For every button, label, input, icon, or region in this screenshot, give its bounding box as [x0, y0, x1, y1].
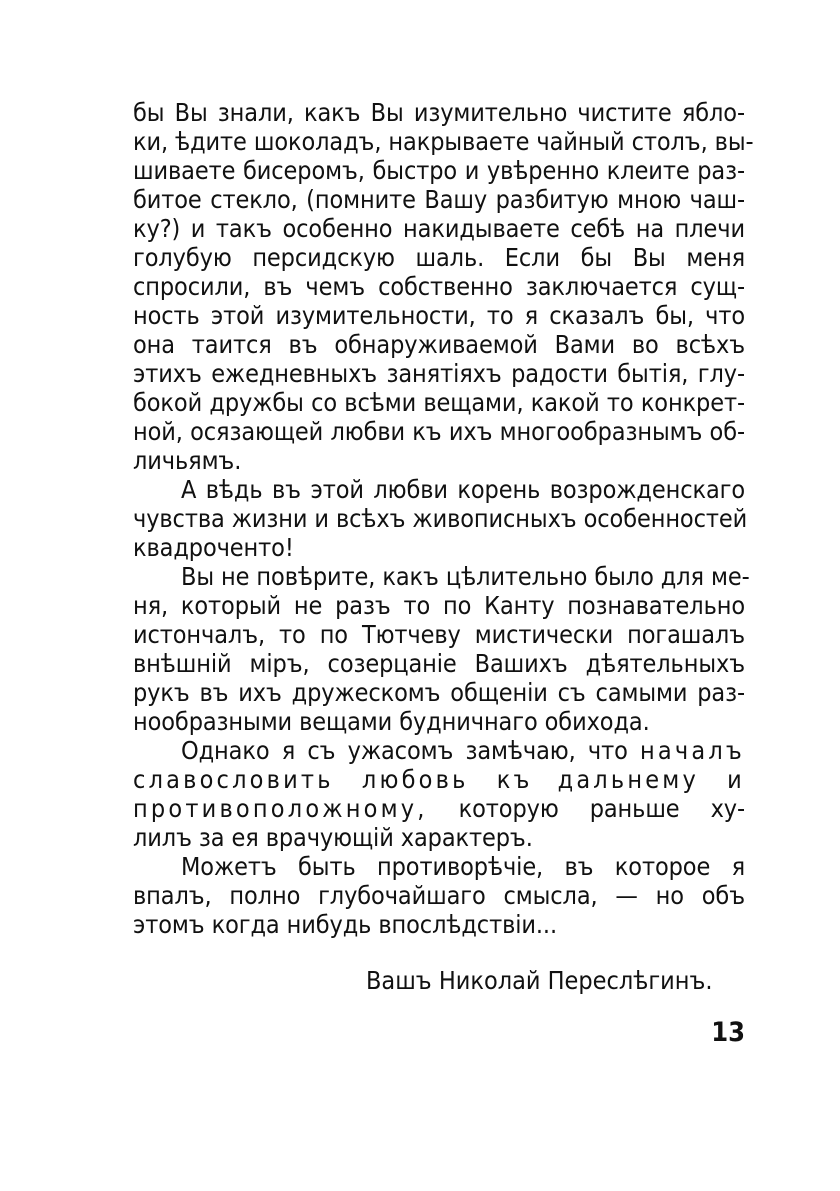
text-line: этомъ когда нибудь впослѣдствіи...	[133, 910, 558, 939]
text-line: голубую персидскую шаль. Если бы Вы меня	[133, 243, 745, 272]
text-line: рукъ въ ихъ дружескомъ общеніи съ самыми раз-	[133, 678, 745, 707]
text-line: личьямъ.	[133, 446, 242, 475]
text-line	[133, 736, 745, 765]
text-line: ность этой изумительности, то я сказалъ бы, что	[133, 301, 745, 330]
text-line: истончалъ, то по Тютчеву мистически погашалъ	[133, 620, 745, 649]
text-line: этихъ ежедневныхъ занятіяхъ радости бытія, глу-	[133, 359, 745, 388]
text-line: А вѣдь въ этой любви корень возрожденскаго	[181, 475, 745, 504]
emphasized-text: противоположному,	[133, 794, 428, 823]
emphasized-text: началъ	[639, 736, 745, 765]
emphasized-text: дальнему и	[557, 765, 745, 794]
letter-body	[133, 98, 754, 939]
text-segment: Однако я съ ужасомъ замѣчаю, что	[181, 736, 628, 765]
text-line	[133, 765, 745, 794]
text-line: Вы не повѣрите, какъ цѣлительно было для ме-	[181, 562, 750, 591]
text-line: ки, ѣдите шоколадъ, накрываете чайный столъ, вы-	[133, 127, 754, 156]
text-line: лилъ за ея врачующій характеръ.	[133, 823, 533, 852]
text-line: Можетъ быть противорѣчіе, въ которое я	[181, 852, 745, 881]
text-line: квадроченто!	[133, 533, 294, 562]
text-line: спросили, въ чемъ собственно заключается сущ-	[133, 272, 745, 301]
text-line: ной, осязающей любви къ ихъ многообразнымъ об-	[133, 417, 745, 446]
text-segment: которую раньше ху-	[458, 794, 746, 823]
text-line: бокой дружбы со всѣми вещами, какой то конкрет-	[133, 388, 745, 417]
emphasized-text: славословить любовь къ	[133, 765, 533, 794]
text-line: впалъ, полно глубочайшаго смысла, — но объ	[133, 881, 745, 910]
signature: Вашъ Николай Переслѣгинъ.	[366, 966, 713, 995]
text-line: внѣшній міръ, созерцаніе Вашихъ дѣятельныхъ	[133, 649, 745, 678]
text-line: бы Вы знали, какъ Вы изумительно чистите ябло-	[133, 98, 745, 127]
text-line: шиваете бисеромъ, быстро и увѣренно клеите раз-	[133, 156, 745, 185]
page-number: 13	[711, 1017, 745, 1048]
text-line: битое стекло, (помните Вашу разбитую мною чаш-	[133, 185, 745, 214]
text-line: ня, который не разъ то по Канту познавательно	[133, 591, 745, 620]
text-line	[133, 794, 745, 823]
text-line: чувства жизни и всѣхъ живописныхъ особенностей	[133, 504, 748, 533]
text-line: нообразными вещами будничнаго обихода.	[133, 707, 650, 736]
text-line: она таится въ обнаруживаемой Вами во всѣхъ	[133, 330, 745, 359]
text-line: ку?) и такъ особенно накидываете себѣ на плечи	[133, 214, 745, 243]
